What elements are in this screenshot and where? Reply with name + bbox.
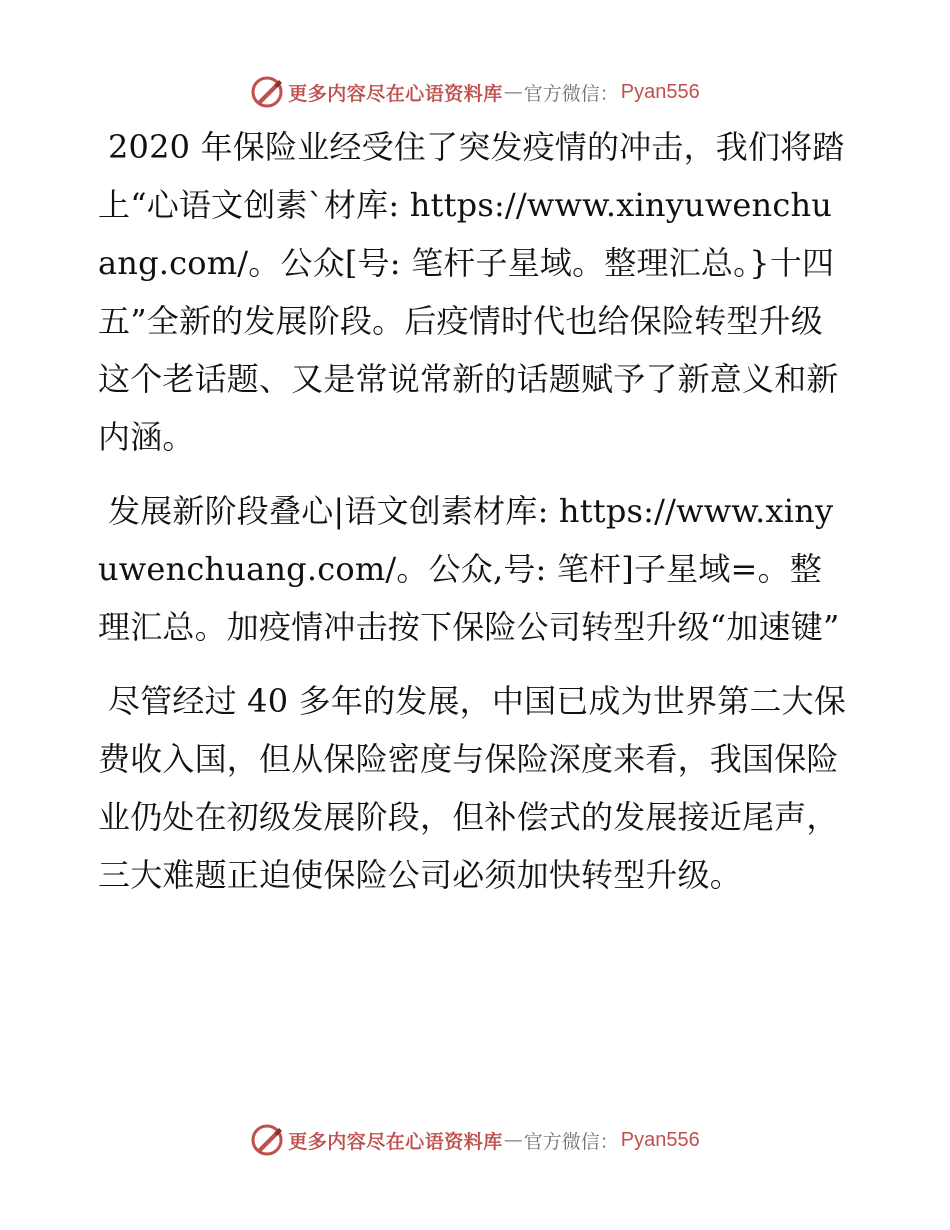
document-body bbox=[98, 118, 850, 920]
paragraph-3: 尽管经过 40 多年的发展，中国已成为世界第二大保费收入国，但从保险密度与保险深度来看，我国保险业仍处在初级发展阶段，但补偿式的发展接近尾声，三大难题正迫使保险公司必须加快转型升级。 bbox=[98, 682, 847, 894]
banner-label: 官方微信： bbox=[523, 1130, 619, 1153]
banner-wechat-id: Pyan556 bbox=[620, 1128, 700, 1151]
banner-main-text: 更多内容尽在心语资料库 bbox=[288, 1130, 503, 1153]
pen-logo-icon bbox=[250, 1123, 284, 1157]
pen-logo-icon bbox=[250, 75, 284, 109]
header-banner bbox=[0, 72, 950, 112]
banner-label: 官方微信： bbox=[523, 82, 619, 105]
footer-banner bbox=[0, 1120, 950, 1160]
banner-main-text: 更多内容尽在心语资料库 bbox=[288, 82, 503, 105]
paragraph-1: 2020 年保险业经受住了突发疫情的冲击，我们将踏上“心语文创素`材库: https://www.xinyuwenchuang.com/。公众[号: 笔杆子星域。整理汇总。}十四五”全新的发展阶段。后疫情时代也给保险转型升级这个老话题、又是常说常新的话题赋予了新意义和新内涵。 bbox=[98, 128, 845, 456]
banner-wechat-id: Pyan556 bbox=[620, 80, 700, 103]
banner-dash: — bbox=[503, 81, 523, 103]
banner-dash: — bbox=[503, 1129, 523, 1151]
paragraph-2: 发展新阶段叠心|语文创素材库: https://www.xinyuwenchuang.com/。公众,号: 笔杆]子星域=。整理汇总。加疫情冲击按下保险公司转型升级“加速键” bbox=[98, 492, 840, 646]
